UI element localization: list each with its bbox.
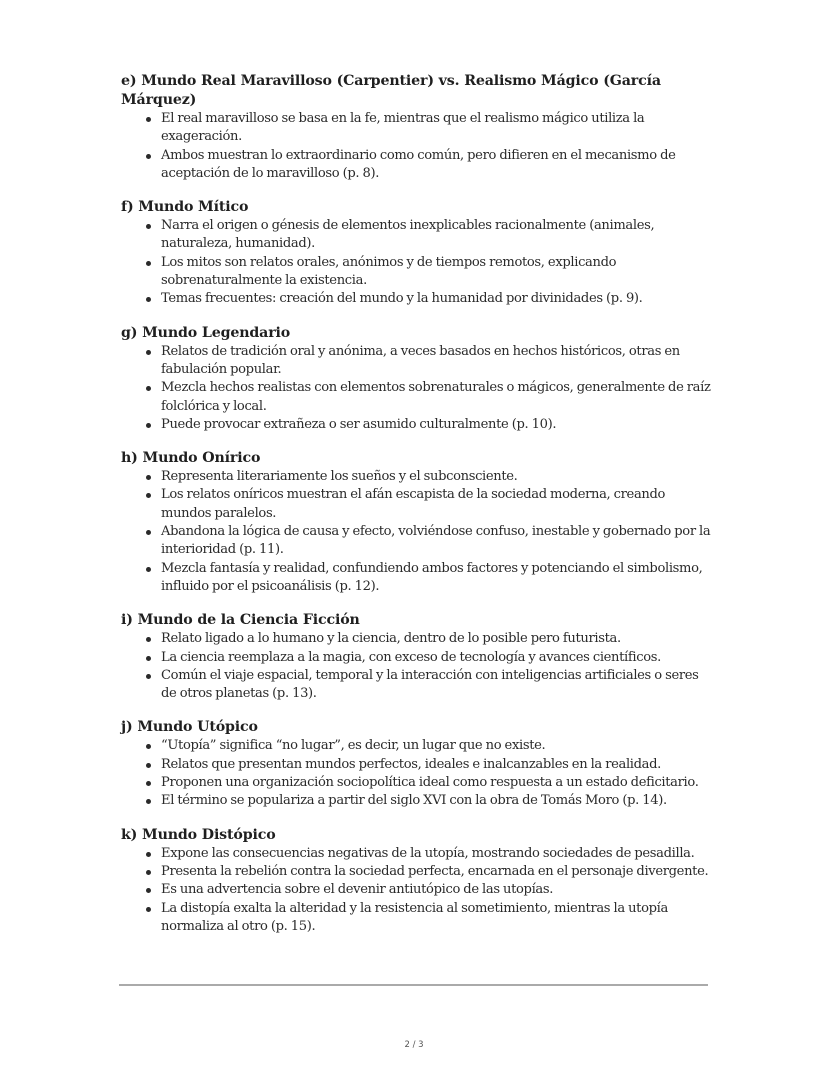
list-item: Mezcla fantasía y realidad, confundiendo ambos factores y potenciando el simbolismo, influido por el psicoanálisis (p. 12).: [121, 560, 711, 597]
section-heading: h) Mundo Onírico: [121, 450, 261, 467]
list-item: El término se populariza a partir del siglo XVI con la obra de Tomás Moro (p. 14).: [121, 792, 711, 810]
list-item: Relatos de tradición oral y anónima, a veces basados en hechos históricos, otras en fabulación popular.: [121, 343, 711, 380]
bullet-list: [121, 468, 711, 596]
bullet-icon: [146, 799, 151, 804]
bullet-icon: [146, 888, 151, 893]
list-item: Relato ligado a lo humano y la ciencia, dentro de lo posible pero futurista.: [121, 630, 711, 648]
bullet-icon: [146, 117, 151, 122]
bullet-icon: [146, 744, 151, 749]
list-item: Los mitos son relatos orales, anónimos y de tiempos remotos, explicando sobrenaturalmente la existencia.: [121, 254, 711, 291]
bullet-list: [121, 217, 711, 308]
bullet-list: [121, 737, 711, 810]
bullet-icon: [146, 261, 151, 266]
document-page: [121, 72, 711, 951]
horizontal-divider: [119, 984, 708, 986]
section-mundo-onirico: [121, 449, 711, 596]
bullet-icon: [146, 907, 151, 912]
section-mundo-real-maravilloso: [121, 72, 711, 183]
bullet-icon: [146, 475, 151, 480]
section-mundo-utopico: [121, 718, 711, 810]
bullet-icon: [146, 567, 151, 572]
section-heading: k) Mundo Distópico: [121, 826, 276, 843]
bullet-list: [121, 110, 711, 183]
list-item: La ciencia reemplaza a la magia, con exceso de tecnología y avances científicos.: [121, 649, 711, 667]
list-item: Es una advertencia sobre el devenir antiutópico de las utopías.: [121, 881, 711, 899]
bullet-list: [121, 343, 711, 434]
bullet-list: [121, 630, 711, 703]
list-item: Los relatos oníricos muestran el afán escapista de la sociedad moderna, creando mundos paralelos.: [121, 486, 711, 523]
section-mundo-distopico: [121, 826, 711, 936]
bullet-icon: [146, 781, 151, 786]
list-item: Puede provocar extrañeza o ser asumido culturalmente (p. 10).: [121, 416, 711, 434]
section-heading: g) Mundo Legendario: [121, 324, 291, 341]
list-item: Abandona la lógica de causa y efecto, volviéndose confuso, inestable y gobernado por la interioridad (p. 11).: [121, 523, 711, 560]
list-item: Mezcla hechos realistas con elementos sobrenaturales o mágicos, generalmente de raíz folclórica y local.: [121, 379, 711, 416]
bullet-icon: [146, 852, 151, 857]
bullet-icon: [146, 530, 151, 535]
bullet-icon: [146, 297, 151, 302]
section-mundo-mitico: [121, 198, 711, 308]
list-item: Relatos que presentan mundos perfectos, ideales e inalcanzables en la realidad.: [121, 756, 711, 774]
list-item: “Utopía” significa “no lugar”, es decir, un lugar que no existe.: [121, 737, 711, 755]
section-mundo-legendario: [121, 324, 711, 434]
section-heading: f) Mundo Mítico: [121, 199, 249, 216]
list-item: La distopía exalta la alteridad y la resistencia al sometimiento, mientras la utopía normaliza al otro (p. 15).: [121, 900, 711, 937]
bullet-icon: [146, 154, 151, 159]
section-mundo-ciencia-ficcion: [121, 611, 711, 703]
bullet-icon: [146, 674, 151, 679]
list-item: Temas frecuentes: creación del mundo y la humanidad por divinidades (p. 9).: [121, 290, 711, 308]
bullet-icon: [146, 423, 151, 428]
list-item: Narra el origen o génesis de elementos inexplicables racionalmente (animales, naturaleza, humanidad).: [121, 217, 711, 254]
section-heading: i) Mundo de la Ciencia Ficción: [121, 612, 360, 629]
section-heading: j) Mundo Utópico: [121, 719, 258, 736]
list-item: Proponen una organización sociopolítica ideal como respuesta a un estado deficitario.: [121, 774, 711, 792]
bullet-icon: [146, 656, 151, 661]
section-heading: e) Mundo Real Maravilloso (Carpentier) vs. Realismo Mágico (García Márquez): [121, 73, 661, 108]
bullet-icon: [146, 637, 151, 642]
list-item: El real maravilloso se basa en la fe, mientras que el realismo mágico utiliza la exageración.: [121, 110, 711, 147]
page-number: 2 / 3: [404, 1040, 424, 1050]
bullet-list: [121, 845, 711, 936]
bullet-icon: [146, 763, 151, 768]
list-item: Común el viaje espacial, temporal y la interacción con inteligencias artificiales o seres de otros planetas (p. 13).: [121, 667, 711, 704]
list-item: Presenta la rebelión contra la sociedad perfecta, encarnada en el personaje divergente.: [121, 863, 711, 881]
bullet-icon: [146, 493, 151, 498]
bullet-icon: [146, 350, 151, 355]
bullet-icon: [146, 386, 151, 391]
list-item: Representa literariamente los sueños y el subconsciente.: [121, 468, 711, 486]
list-item: Ambos muestran lo extraordinario como común, pero difieren en el mecanismo de aceptación de lo maravilloso (p. 8).: [121, 147, 711, 184]
bullet-icon: [146, 224, 151, 229]
bullet-icon: [146, 870, 151, 875]
list-item: Expone las consecuencias negativas de la utopía, mostrando sociedades de pesadilla.: [121, 845, 711, 863]
